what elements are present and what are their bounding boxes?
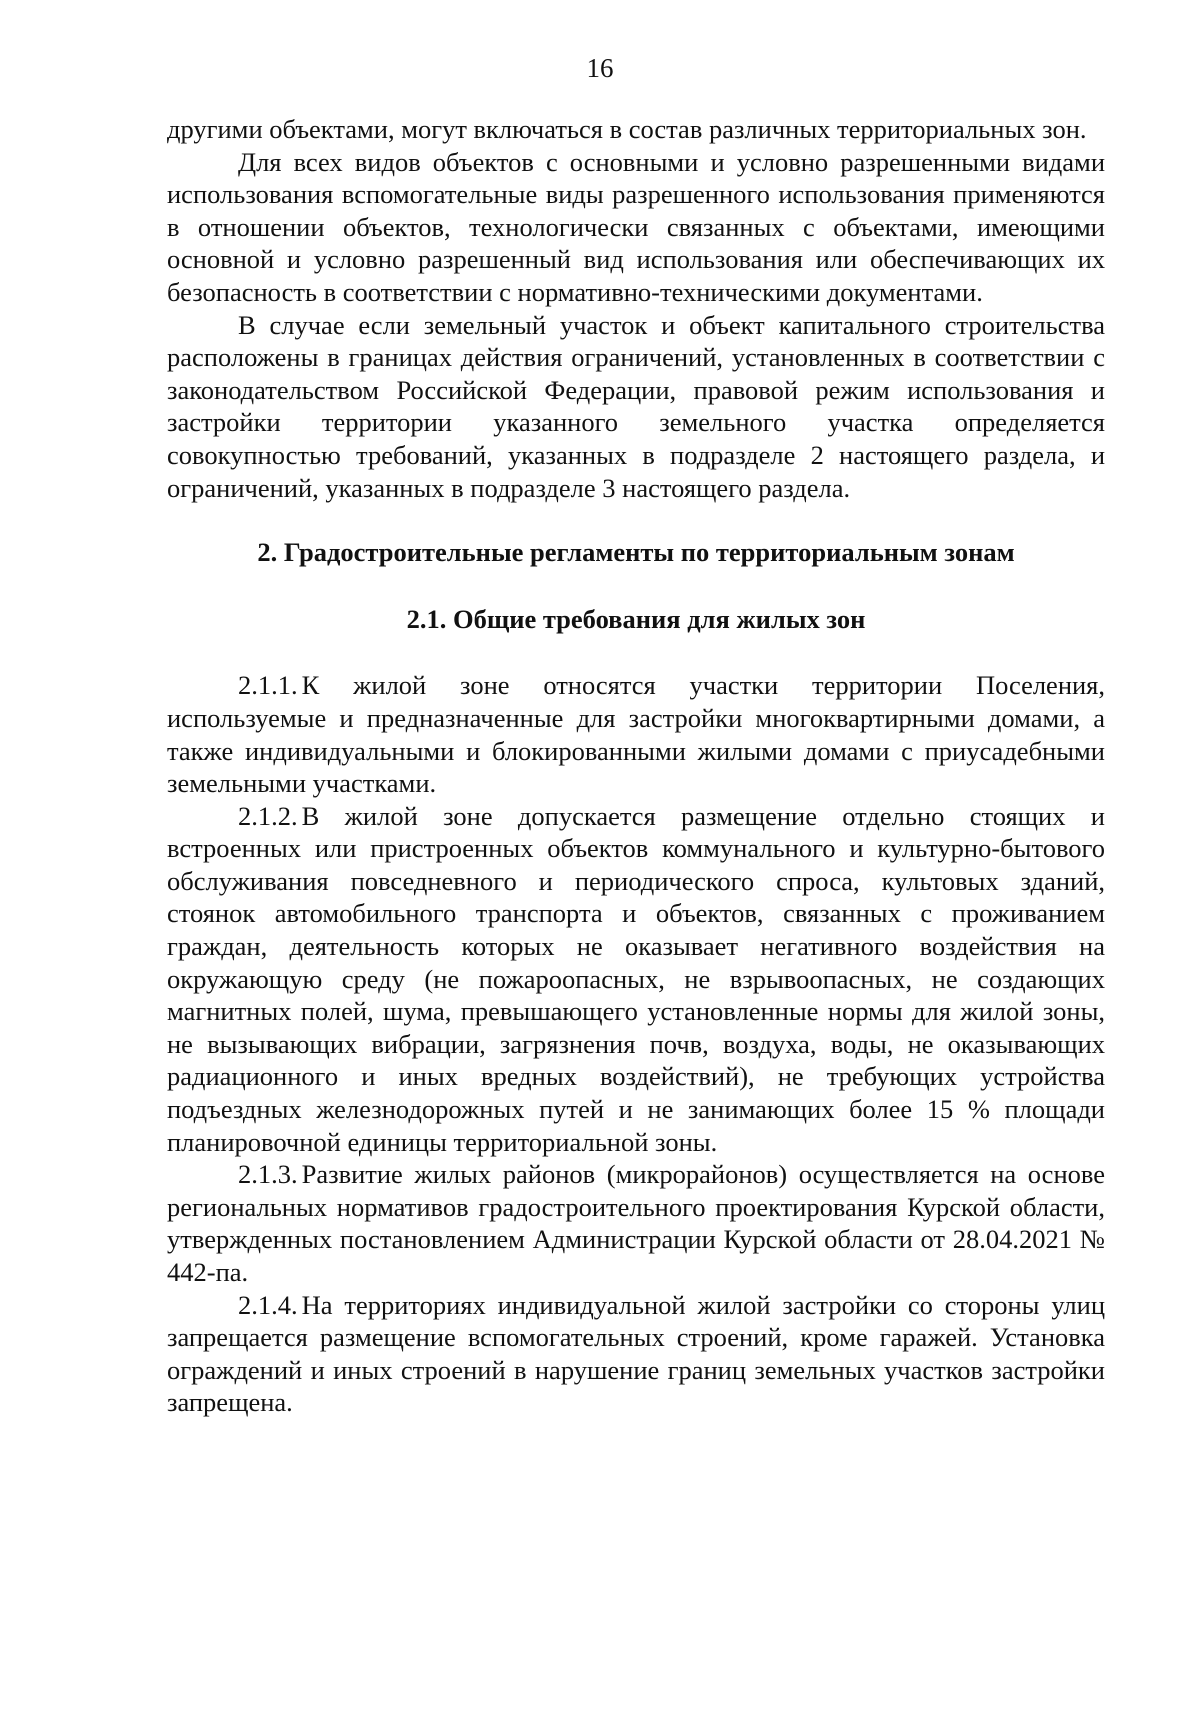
list-item	[167, 1289, 1105, 1419]
item-number: 2.1.3.	[238, 1159, 298, 1190]
paragraph-restrictions: В случае если земельный участок и объект капитального строительства расположены в границах действия ограничений, установленных в соответствии с законодательством Российской Федерации, правовой режим использования и застройки территории указанного земельного участка определяется совокупностью требований, указанных в подразделе 2 настоящего раздела, и ограничений, указанных в подразделе 3 настоящего раздела.	[167, 309, 1105, 503]
item-text: На территориях индивидуальной жилой застройки со стороны улиц запрещается размещение вспомогательных строений, кроме гаражей. Установка ограждений и иных строений в нарушение границ земельных участков застройки запрещена.	[167, 1289, 1105, 1418]
item-text: К жилой зоне относятся участки территории Поселения, используемые и предназначенные для застройки многоквартирными домами, а также индивидуальными и блокированными жилыми домами с приусадебными земельными участками.	[167, 670, 1105, 799]
paragraph-auxiliary-uses: Для всех видов объектов с основными и условно разрешенными видами использования вспомогательные виды разрешенного использования применяются в отношении объектов, технологически связанных с объектами, имеющими основной и условно разрешенный вид использования или обеспечивающих их безопасность в соответствии с нормативно-техническими документами.	[167, 146, 1105, 307]
item-number: 2.1.2.	[238, 800, 298, 831]
list-item	[167, 800, 1105, 1159]
list-item	[167, 669, 1105, 799]
item-number: 2.1.4.	[238, 1289, 298, 1320]
item-text: Развитие жилых районов (микрорайонов) осуществляется на основе региональных нормативов градостроительного проектирования Курской области, утвержденных постановлением Администрации Курской области от 28.04.2021 № 442-па.	[167, 1159, 1105, 1287]
item-number: 2.1.1.	[238, 670, 298, 701]
document-body	[167, 113, 1105, 1419]
page-number: 16	[586, 53, 614, 83]
subsection-heading: 2.1. Общие требования для жилых зон	[406, 603, 866, 634]
section-heading: 2. Градостроительные регламенты по территориальным зонам	[257, 537, 1015, 568]
item-text: В жилой зоне допускается размещение отдельно стоящих и встроенных или пристроенных объектов коммунального и культурно-бытового обслуживания повседневного и периодического спроса, культовых зданий, стоянок автомобильного транспорта и объектов, связанных с проживанием граждан, деятельность которых не оказывает негативного воздействия на окружающую среду (не пожароопасных, не взрывоопасных, не создающих магнитных полей, шума, превышающего установленные нормы для жилой зоны, не вызывающих вибрации, загрязнения почв, воздуха, воды, не оказывающих радиационного и иных вредных воздействий), не требующих устройства подъездных железнодорожных путей и не занимающих более 15 % площади планировочной единицы территориальной зоны.	[167, 800, 1105, 1157]
list-item	[167, 1158, 1105, 1288]
paragraph-continuation: другими объектами, могут включаться в состав различных территориальных зон.	[167, 114, 1087, 144]
